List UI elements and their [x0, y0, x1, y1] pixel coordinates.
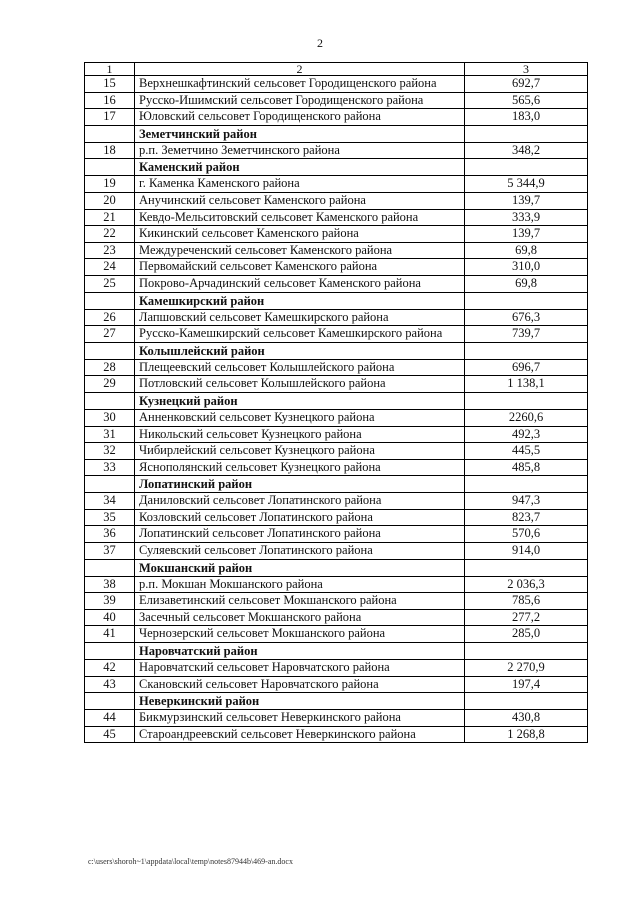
municipality-name: Даниловский сельсовет Лопатинского района [135, 493, 465, 510]
empty-cell [85, 693, 135, 710]
municipality-name: Анучинский сельсовет Каменского района [135, 192, 465, 209]
empty-cell [85, 392, 135, 409]
empty-cell [465, 342, 588, 359]
row-number: 42 [85, 660, 135, 677]
empty-cell [85, 476, 135, 493]
amount-value: 430,8 [465, 710, 588, 727]
amount-value: 823,7 [465, 509, 588, 526]
amount-value: 197,4 [465, 676, 588, 693]
table-header-row [85, 63, 588, 76]
district-name: Наровчатский район [135, 643, 465, 660]
amount-value: 739,7 [465, 326, 588, 343]
table-row [85, 92, 588, 109]
amount-value: 183,0 [465, 109, 588, 126]
district-header-row [85, 693, 588, 710]
table-row [85, 543, 588, 560]
amount-value: 69,8 [465, 242, 588, 259]
table-row [85, 359, 588, 376]
empty-cell [465, 292, 588, 309]
row-number: 31 [85, 426, 135, 443]
table-row [85, 509, 588, 526]
empty-cell [85, 159, 135, 176]
municipality-name: Яснополянский сельсовет Кузнецкого района [135, 459, 465, 476]
amount-value: 947,3 [465, 493, 588, 510]
municipality-name: Лопатинский сельсовет Лопатинского района [135, 526, 465, 543]
amount-value: 696,7 [465, 359, 588, 376]
municipality-name: Юловский сельсовет Городищенского района [135, 109, 465, 126]
table-row [85, 609, 588, 626]
row-number: 43 [85, 676, 135, 693]
row-number: 40 [85, 609, 135, 626]
table-row [85, 226, 588, 243]
table-row [85, 275, 588, 292]
amount-value: 565,6 [465, 92, 588, 109]
district-header-row [85, 476, 588, 493]
row-number: 41 [85, 626, 135, 643]
table-row [85, 676, 588, 693]
row-number: 24 [85, 259, 135, 276]
municipality-name: Русско-Ишимский сельсовет Городищенского района [135, 92, 465, 109]
row-number: 17 [85, 109, 135, 126]
row-number: 23 [85, 242, 135, 259]
municipality-name: Кевдо-Мельситовский сельсовет Каменского района [135, 209, 465, 226]
table-row [85, 493, 588, 510]
table-row [85, 326, 588, 343]
row-number: 36 [85, 526, 135, 543]
empty-cell [465, 125, 588, 142]
table-row [85, 109, 588, 126]
municipality-name: Кикинский сельсовет Каменского района [135, 226, 465, 243]
amount-value: 139,7 [465, 226, 588, 243]
header-cell-3: 3 [465, 63, 588, 76]
amount-value: 333,9 [465, 209, 588, 226]
district-name: Колышлейский район [135, 342, 465, 359]
municipality-name: Суляевский сельсовет Лопатинского района [135, 543, 465, 560]
amount-value: 69,8 [465, 275, 588, 292]
row-number: 45 [85, 726, 135, 743]
empty-cell [465, 643, 588, 660]
table-row [85, 76, 588, 93]
table-row [85, 576, 588, 593]
empty-cell [85, 125, 135, 142]
district-header-row [85, 292, 588, 309]
amount-value: 676,3 [465, 309, 588, 326]
table-row [85, 176, 588, 193]
page-number: 2 [317, 36, 323, 50]
district-name: Неверкинский район [135, 693, 465, 710]
row-number: 35 [85, 509, 135, 526]
empty-cell [85, 292, 135, 309]
empty-cell [465, 159, 588, 176]
municipality-name: Скановский сельсовет Наровчатского района [135, 676, 465, 693]
district-name: Кузнецкий район [135, 392, 465, 409]
table-row [85, 242, 588, 259]
table-row [85, 309, 588, 326]
row-number: 39 [85, 593, 135, 610]
amount-value: 277,2 [465, 609, 588, 626]
amount-value: 570,6 [465, 526, 588, 543]
municipality-name: Покрово-Арчадинский сельсовет Каменского района [135, 275, 465, 292]
row-number: 20 [85, 192, 135, 209]
amount-value: 692,7 [465, 76, 588, 93]
row-number: 18 [85, 142, 135, 159]
amount-value: 348,2 [465, 142, 588, 159]
row-number: 27 [85, 326, 135, 343]
district-header-row [85, 159, 588, 176]
district-header-row [85, 342, 588, 359]
empty-cell [85, 342, 135, 359]
table-row [85, 660, 588, 677]
footer-file-path: c:\users\shoroh~1\appdata\local\temp\notes87944b\469-an.docx [88, 857, 293, 866]
district-header-row [85, 392, 588, 409]
row-number: 16 [85, 92, 135, 109]
amount-value: 492,3 [465, 426, 588, 443]
row-number: 29 [85, 376, 135, 393]
table-row [85, 142, 588, 159]
district-name: Земетчинский район [135, 125, 465, 142]
district-header-row [85, 559, 588, 576]
row-number: 34 [85, 493, 135, 510]
amount-value: 445,5 [465, 443, 588, 460]
row-number: 37 [85, 543, 135, 560]
district-name: Мокшанский район [135, 559, 465, 576]
row-number: 44 [85, 710, 135, 727]
municipality-name: Чибирлейский сельсовет Кузнецкого района [135, 443, 465, 460]
allocation-table [84, 62, 588, 743]
row-number: 28 [85, 359, 135, 376]
table-row [85, 259, 588, 276]
municipality-name: р.п. Мокшан Мокшанского района [135, 576, 465, 593]
table-row [85, 443, 588, 460]
empty-cell [85, 643, 135, 660]
amount-value: 2 270,9 [465, 660, 588, 677]
row-number: 25 [85, 275, 135, 292]
municipality-name: г. Каменка Каменского района [135, 176, 465, 193]
table-row [85, 710, 588, 727]
district-header-row [85, 125, 588, 142]
table-row [85, 376, 588, 393]
header-cell-1: 1 [85, 63, 135, 76]
row-number: 26 [85, 309, 135, 326]
amount-value: 914,0 [465, 543, 588, 560]
amount-value: 310,0 [465, 259, 588, 276]
row-number: 15 [85, 76, 135, 93]
table-row [85, 726, 588, 743]
table-row [85, 409, 588, 426]
empty-cell [465, 392, 588, 409]
municipality-name: Козловский сельсовет Лопатинского района [135, 509, 465, 526]
table-row [85, 459, 588, 476]
row-number: 30 [85, 409, 135, 426]
table-row [85, 426, 588, 443]
amount-value: 139,7 [465, 192, 588, 209]
district-name: Лопатинский район [135, 476, 465, 493]
municipality-name: Лапшовский сельсовет Камешкирского района [135, 309, 465, 326]
municipality-name: Засечный сельсовет Мокшанского района [135, 609, 465, 626]
municipality-name: Первомайский сельсовет Каменского района [135, 259, 465, 276]
table-row [85, 626, 588, 643]
table-row [85, 593, 588, 610]
table-row [85, 526, 588, 543]
municipality-name: Наровчатский сельсовет Наровчатского района [135, 660, 465, 677]
empty-cell [465, 559, 588, 576]
row-number: 21 [85, 209, 135, 226]
municipality-name: Русско-Камешкирский сельсовет Камешкирского района [135, 326, 465, 343]
amount-value: 785,6 [465, 593, 588, 610]
municipality-name: Верхнешкафтинский сельсовет Городищенского района [135, 76, 465, 93]
amount-value: 285,0 [465, 626, 588, 643]
table-row [85, 209, 588, 226]
header-cell-2: 2 [135, 63, 465, 76]
empty-cell [85, 559, 135, 576]
row-number: 38 [85, 576, 135, 593]
municipality-name: Междуреченский сельсовет Каменского района [135, 242, 465, 259]
municipality-name: Анненковский сельсовет Кузнецкого района [135, 409, 465, 426]
district-header-row [85, 643, 588, 660]
table-row [85, 192, 588, 209]
empty-cell [465, 476, 588, 493]
municipality-name: Потловский сельсовет Колышлейского района [135, 376, 465, 393]
district-name: Каменский район [135, 159, 465, 176]
row-number: 19 [85, 176, 135, 193]
municipality-name: Староандреевский сельсовет Неверкинского района [135, 726, 465, 743]
empty-cell [465, 693, 588, 710]
amount-value: 2 036,3 [465, 576, 588, 593]
municipality-name: Плещеевский сельсовет Колышлейского района [135, 359, 465, 376]
amount-value: 485,8 [465, 459, 588, 476]
row-number: 33 [85, 459, 135, 476]
municipality-name: Елизаветинский сельсовет Мокшанского района [135, 593, 465, 610]
amount-value: 2260,6 [465, 409, 588, 426]
municipality-name: Никольский сельсовет Кузнецкого района [135, 426, 465, 443]
amount-value: 1 268,8 [465, 726, 588, 743]
row-number: 32 [85, 443, 135, 460]
district-name: Камешкирский район [135, 292, 465, 309]
municipality-name: Чернозерский сельсовет Мокшанского района [135, 626, 465, 643]
amount-value: 5 344,9 [465, 176, 588, 193]
municipality-name: Бикмурзинский сельсовет Неверкинского района [135, 710, 465, 727]
row-number: 22 [85, 226, 135, 243]
municipality-name: р.п. Земетчино Земетчинского района [135, 142, 465, 159]
amount-value: 1 138,1 [465, 376, 588, 393]
